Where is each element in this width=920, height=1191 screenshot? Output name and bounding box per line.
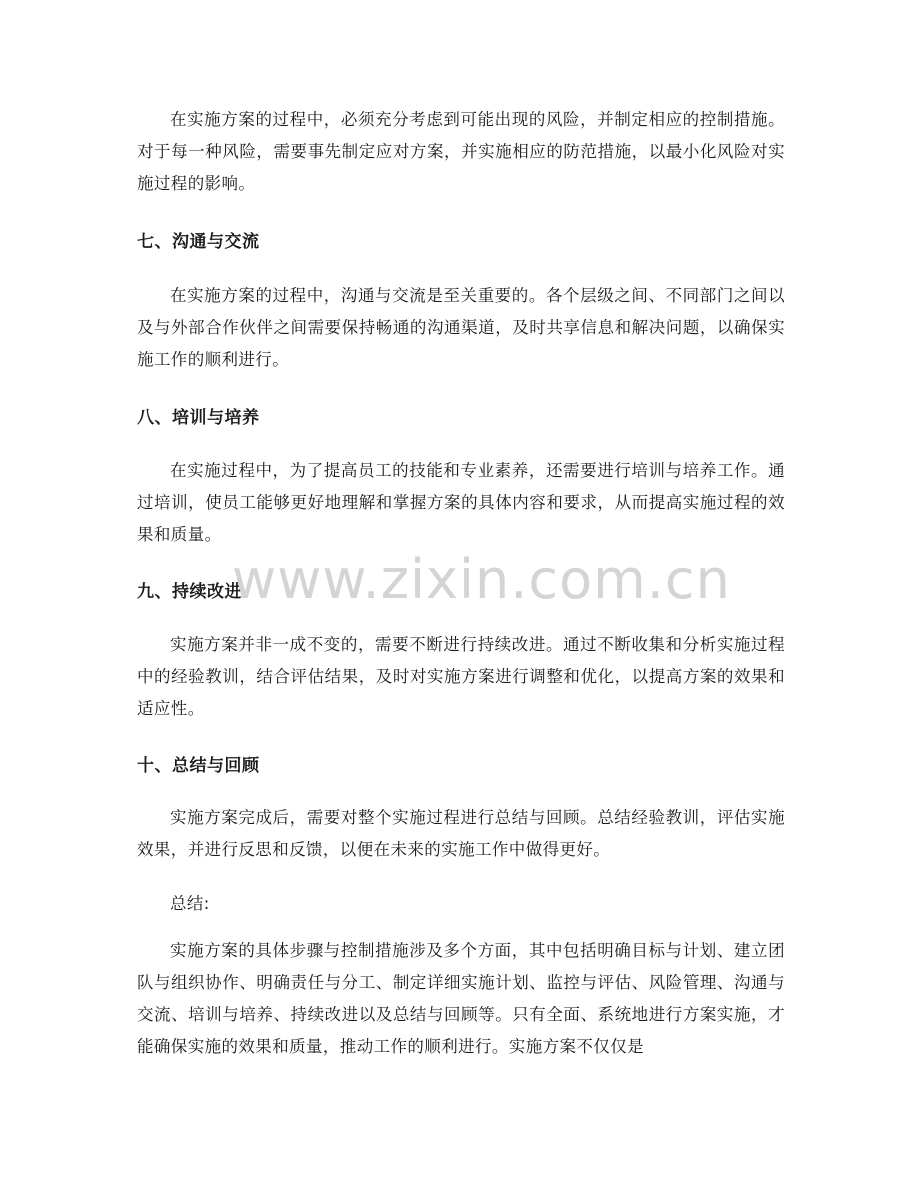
summary-label: 总结: (170, 894, 210, 913)
paragraph-training: 在实施过程中，为了提高员工的技能和专业素养，还需要进行培训与培养工作。通过培训，使员工能够更好地理解和掌握方案的具体内容和要求，从而提高实施过程的效果和质量。 (137, 461, 785, 544)
paragraph-summary: 实施方案的具体步骤与控制措施涉及多个方面，其中包括明确目标与计划、建立团队与组织协作、明确责任与分工、制定详细实施计划、监控与评估、风险管理、沟通与交流、培训与培养、持续改进以及总结与回顾等。只有全面、系统地进行方案实施，才能确保实施的效果和质量，推动工作的顺利进行。实施方案不仅仅是 (137, 941, 785, 1056)
paragraph-risk-control: 在实施方案的过程中，必须充分考虑到可能出现的风险，并制定相应的控制措施。对于每一种风险，需要事先制定应对方案，并实施相应的防范措施，以最小化风险对实施过程的影响。 (137, 110, 785, 193)
heading-training: 八、培训与培养 (137, 408, 260, 428)
paragraph-improvement: 实施方案并非一成不变的，需要不断进行持续改进。通过不断收集和分析实施过程中的经验教训，结合评估结果，及时对实施方案进行调整和优化，以提高方案的效果和适应性。 (137, 635, 785, 718)
paragraph-review: 实施方案完成后，需要对整个实施过程进行总结与回顾。总结经验教训，评估实施效果，并进行反思和反馈，以便在未来的实施工作中做得更好。 (137, 808, 785, 859)
watermark: www.zixin.com.cn (232, 548, 731, 611)
heading-communication: 七、沟通与交流 (137, 232, 260, 252)
paragraph-communication: 在实施方案的过程中，沟通与交流是至关重要的。各个层级之间、不同部门之间以及与外部合作伙伴之间需要保持畅通的沟通渠道，及时共享信息和解决问题，以确保实施工作的顺利进行。 (137, 286, 785, 369)
heading-improvement: 九、持续改进 (137, 582, 242, 602)
heading-review: 十、总结与回顾 (137, 756, 260, 776)
